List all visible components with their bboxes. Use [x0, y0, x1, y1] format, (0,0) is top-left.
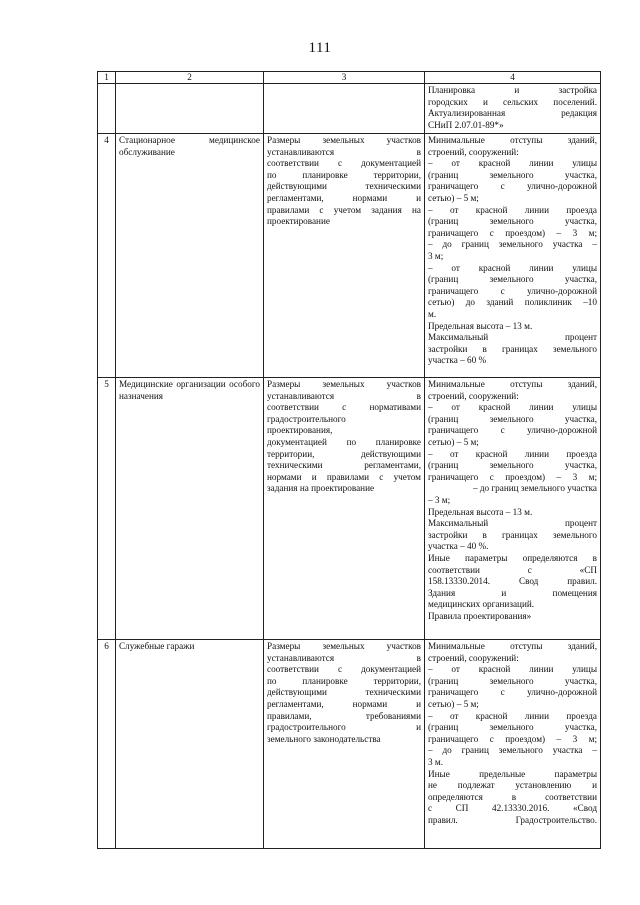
text-line: граничащего с проездом) – 3 м;	[428, 227, 597, 238]
text-line: земельного законодательства	[267, 733, 381, 744]
text-line: 3 м.	[428, 756, 444, 767]
text-line: Максимальный процент	[428, 332, 597, 343]
text-line: задания на проектирование	[267, 483, 375, 494]
row-name: Стационарное медицинское обслуживание	[116, 134, 264, 378]
text-line: Иные предельные параметры	[428, 768, 597, 779]
text-line: действующими техническими	[267, 687, 421, 698]
row-number: 5	[98, 378, 116, 640]
text-line: Размеры земельных участков	[267, 641, 421, 651]
text-line: строений, сооружений:	[428, 390, 519, 401]
text-line: градостроительного	[267, 413, 346, 424]
table-row	[98, 134, 601, 378]
header-col-2: 2	[116, 72, 264, 84]
row-params	[425, 134, 601, 378]
text-line: Предельная высота – 13 м.	[428, 320, 533, 331]
text-line: медицинских организаций.	[428, 599, 535, 610]
row-number: 4	[98, 134, 116, 378]
text-line: (границ земельного участка,	[428, 169, 597, 180]
text-line: по планировке территории,	[267, 675, 421, 686]
text-line: (границ земельного участка,	[428, 722, 597, 733]
text-line: – от красной линии проезда	[428, 448, 597, 459]
cell-continuation-params	[425, 84, 601, 134]
text-line: застройки в границах земельного	[428, 529, 597, 540]
text-line: Максимальный процент	[428, 518, 597, 529]
text-line: (границ земельного участка,	[428, 675, 597, 686]
cell-empty	[116, 84, 264, 134]
text-line: 158.13330.2014. Свод правил.	[428, 576, 597, 587]
text-line: – до границ земельного участка –	[428, 745, 597, 756]
text-line: – от красной линии улицы	[428, 664, 597, 675]
text-line: Иные параметры определяются в	[428, 552, 597, 563]
text-line: – от красной линии улицы	[428, 158, 597, 169]
row-name: Медицинские организации особого назначения	[116, 378, 264, 640]
text-line: – 3 м;	[428, 494, 451, 505]
text-line: – от красной линии улицы	[428, 262, 597, 273]
text-line: застройки в границах земельного	[428, 343, 597, 354]
text-line: правил. Градостроительство.	[428, 814, 597, 825]
text-line: – до границ земельного участка –	[428, 239, 597, 250]
text-line: – от красной линии проезда	[428, 204, 597, 215]
text-line: – до границ земельного участка	[472, 483, 597, 494]
text-line: соответствии с «СП	[428, 564, 597, 575]
text-line: с СП 42.13330.2016. «Свод	[428, 803, 597, 814]
table-header-row	[98, 72, 601, 84]
text-line: не подлежат установлению и	[428, 780, 597, 791]
text-line: правилами, требованиями	[267, 710, 421, 721]
text-line: Здания и помещения	[428, 587, 597, 598]
text-line: соответствии с нормативами	[267, 402, 421, 413]
text-line: (границ земельного участка,	[428, 274, 597, 285]
text-line: Планировка и застройка	[428, 85, 597, 95]
row-land-size	[264, 640, 425, 849]
row-number: 6	[98, 640, 116, 849]
text-line: проектирование	[267, 216, 330, 227]
text-line: соответствии с документацией	[267, 664, 421, 675]
row-params	[425, 378, 601, 640]
text-line: граничащего с улично-дорожной	[428, 285, 597, 296]
text-line: участка – 40 %.	[428, 541, 489, 552]
text-line: – от красной линии улицы	[428, 402, 597, 413]
text-line: (границ земельного участка,	[428, 413, 597, 424]
text-line: территории, действующими	[267, 448, 421, 459]
table-row	[98, 640, 601, 849]
text-line: Минимальные отступы зданий,	[428, 379, 597, 389]
header-col-1: 1	[98, 72, 116, 84]
text-line: регламентами, нормами и	[267, 192, 421, 203]
text-line: Размеры земельных участков	[267, 379, 421, 389]
text-line: городских и сельских поселений.	[428, 96, 597, 107]
text-line: граничащего с проездом) – 3 м;	[428, 471, 597, 482]
text-line: по планировке территории,	[267, 169, 421, 180]
text-line: участка – 60 %	[428, 355, 487, 366]
text-line: граничащего с улично-дорожной	[428, 687, 597, 698]
text-line: градостроительного и	[267, 722, 421, 733]
text-line: – от красной линии проезда	[428, 710, 597, 721]
text-line: СНиП 2.07.01-89*»	[428, 119, 504, 130]
text-line: Размеры земельных участков	[267, 135, 421, 145]
text-line: сетью) до зданий поликлиник –10	[428, 297, 597, 308]
table-row-continuation	[98, 84, 601, 134]
text-line: сетью) – 5 м;	[428, 192, 479, 203]
text-line: устанавливаются в	[267, 652, 421, 663]
row-params	[425, 640, 601, 849]
row-land-size	[264, 378, 425, 640]
row-land-size	[264, 134, 425, 378]
text-line: устанавливаются в	[267, 390, 421, 401]
text-line: техническими регламентами,	[267, 460, 421, 471]
cell-empty	[264, 84, 425, 134]
text-line: действующими техническими	[267, 181, 421, 192]
text-line: документацией по планировке	[267, 436, 421, 447]
text-line: 3 м;	[428, 250, 444, 261]
header-col-3: 3	[264, 72, 425, 84]
cell-empty	[98, 84, 116, 134]
text-line: граничащего с улично-дорожной	[428, 425, 597, 436]
text-line: Предельная высота – 13 м.	[428, 506, 533, 517]
text-line: соответствии с документацией	[267, 158, 421, 169]
text-line: правилами с учетом задания на	[267, 204, 421, 215]
table-row	[98, 378, 601, 640]
row-name: Служебные гаражи	[116, 640, 264, 849]
text-line: граничащего с улично-дорожной	[428, 181, 597, 192]
text-line: граничащего с проездом) – 3 м;	[428, 733, 597, 744]
text-line: м.	[428, 308, 437, 319]
text-line: Минимальные отступы зданий,	[428, 641, 597, 651]
text-line: регламентами, нормами и	[267, 698, 421, 709]
text-line: Актуализированная редакция	[428, 108, 597, 119]
text-line: сетью) – 5 м;	[428, 698, 479, 709]
text-line: Правила проектирования»	[428, 610, 532, 621]
text-line: строений, сооружений:	[428, 652, 519, 663]
text-line: устанавливаются в	[267, 146, 421, 157]
text-line: Минимальные отступы зданий,	[428, 135, 597, 145]
text-line: определяются в соответствии	[428, 791, 597, 802]
text-line: (границ земельного участка,	[428, 216, 597, 227]
text-line: проектирования,	[267, 425, 333, 436]
text-line: (границ земельного участка,	[428, 460, 597, 471]
page-number: 111	[308, 40, 332, 56]
text-line: сетью) – 5 м;	[428, 436, 479, 447]
regulations-table	[97, 71, 601, 849]
text-line: строений, сооружений:	[428, 146, 519, 157]
text-line: нормами и правилами с учетом	[267, 471, 421, 482]
header-col-4: 4	[425, 72, 601, 84]
